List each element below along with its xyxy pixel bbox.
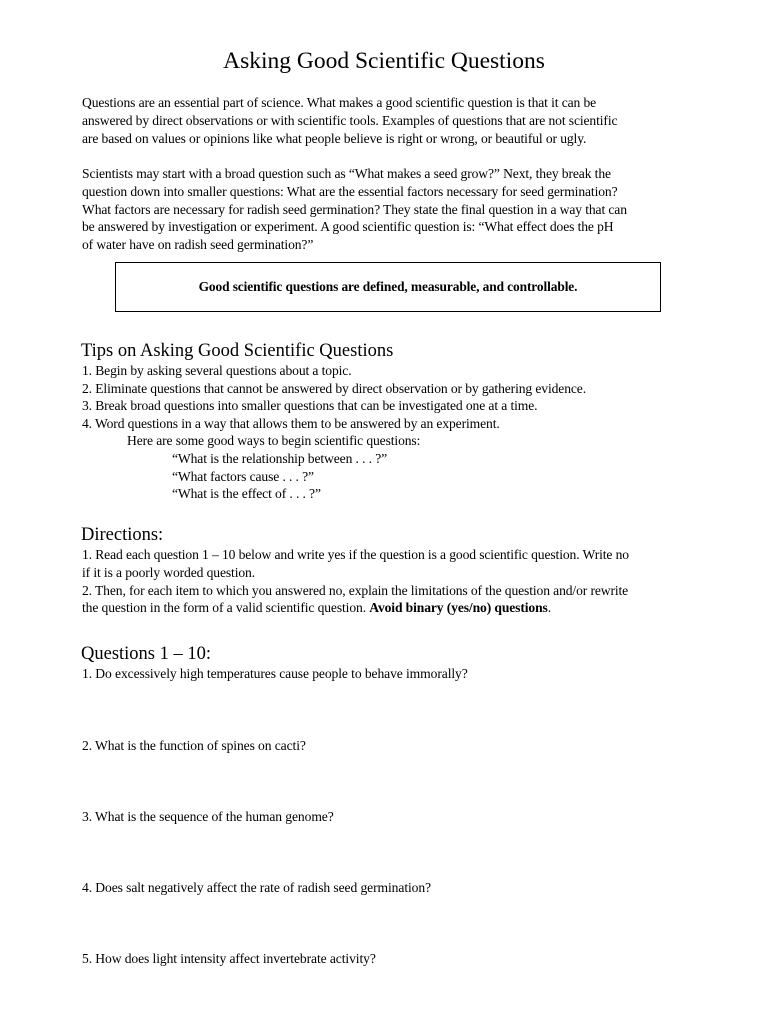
callout-box [115,262,661,312]
starter-phrase: “What is the relationship between . . . ?” [172,450,388,466]
question-item: 5. How does light intensity affect invertebrate activity? [82,951,376,966]
intro-line: answered by direct observations or with scientific tools. Examples of questions that are not scientific [82,112,618,128]
tips-list [82,362,586,503]
example-line: be answered by investigation or experiment. A good scientific question is: “What effect does the pH [82,219,614,235]
question-item: 1. Do excessively high temperatures cause people to behave immorally? [82,666,468,681]
example-line: of water have on radish seed germination?” [82,237,314,253]
tips-starters-intro: Here are some good ways to begin scientific questions: [127,433,421,449]
example-line: question down into smaller questions: What are the essential factors necessary for seed germination? [82,183,618,199]
starter-phrase: “What factors cause . . . ?” [172,468,314,484]
intro-line: are based on values or opinions like what people believe is right or wrong, or beautiful or ugly. [82,130,587,146]
directions-heading: Directions: [81,525,164,545]
tip-item: 2. Eliminate questions that cannot be answered by direct observation or by gathering evidence. [82,380,586,396]
tip-item: 1. Begin by asking several questions about a topic. [82,363,352,378]
directions-last-end: . [547,600,551,616]
binary-warning: Avoid binary (yes/no) questions [369,600,548,616]
tip-item: 3. Break broad questions into smaller questions that can be investigated one at a time. [82,398,538,414]
page-title: Asking Good Scientific Questions [223,48,545,74]
starter-phrase: “What is the effect of . . . ?” [172,486,321,502]
question-item: 4. Does salt negatively affect the rate of radish seed germination? [82,880,431,895]
callout-text: Good scientific questions are defined, measurable, and controllable. [198,279,578,294]
intro-paragraph [82,94,707,147]
intro-line: Questions are an essential part of science. What makes a good scientific question is that it can be [82,95,597,110]
directions-line: 2. Then, for each item to which you answered no, explain the limitations of the question and/or rewrite [82,582,629,598]
directions-line: 1. Read each question 1 – 10 below and write yes if the question is a good scientific question. Write no [82,547,629,562]
example-line: Scientists may start with a broad question such as “What makes a seed grow?” Next, they break the [82,166,611,181]
tips-heading: Tips on Asking Good Scientific Questions [81,341,394,361]
example-paragraph [82,165,707,254]
example-line: What factors are necessary for radish seed germination? They state the final question in a way that can [82,201,627,217]
questions-heading: Questions 1 – 10: [81,644,212,664]
directions-last-plain: the question in the form of a valid scientific question. [82,600,370,616]
directions-text [82,546,707,617]
question-item: 2. What is the function of spines on cacti? [82,738,306,753]
tip-item: 4. Word questions in a way that allows them to be answered by an experiment. [82,415,500,431]
question-item: 3. What is the sequence of the human genome? [82,809,334,824]
directions-line [82,599,707,617]
directions-line: if it is a poorly worded question. [82,564,255,580]
